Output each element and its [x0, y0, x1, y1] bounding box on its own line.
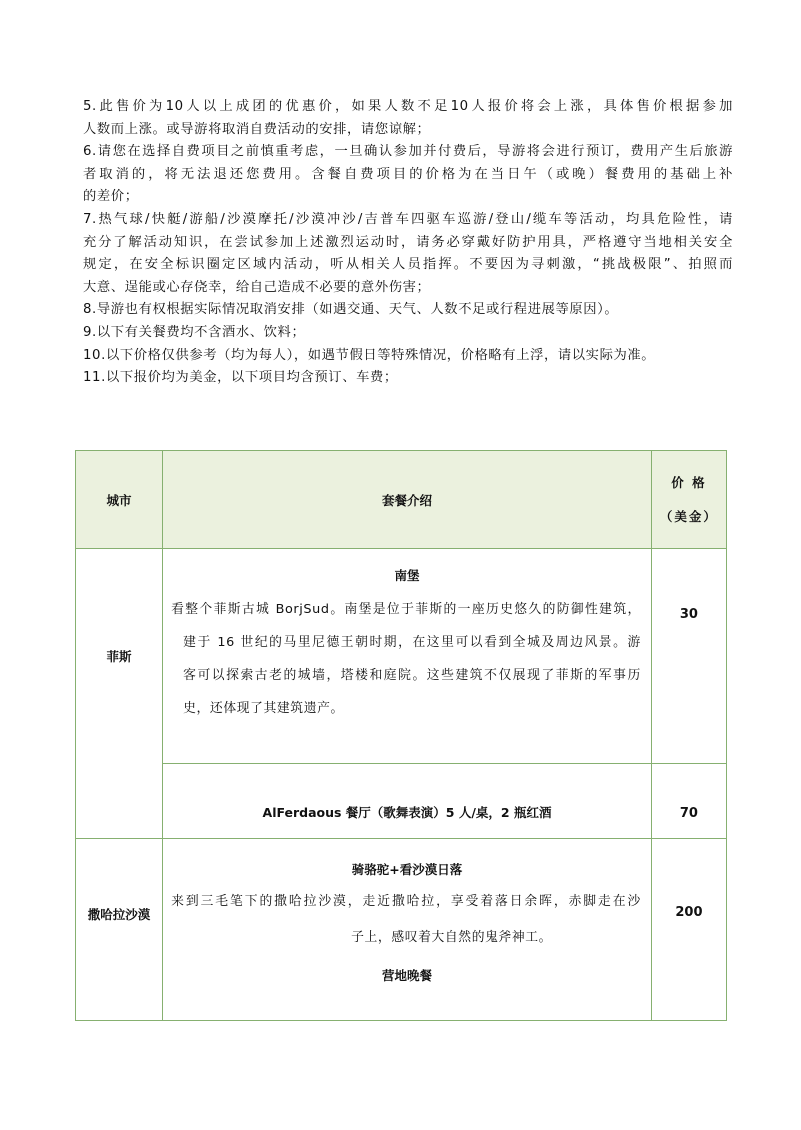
package-nanbao [163, 549, 652, 764]
price-sahara: 200 [651, 839, 726, 1021]
table-row [76, 839, 727, 1021]
note-10: 10.以下价格仅供参考（均为每人），如遇节假日等特殊情况，价格略有上浮，请以实际为准。 [83, 347, 656, 363]
table-row [76, 764, 727, 839]
price-nanbao: 30 [651, 549, 726, 764]
city-sahara: 撒哈拉沙漠 [76, 839, 163, 1021]
price-table [75, 450, 727, 1021]
package-desc-line: 来到三毛笔下的撒哈拉沙漠，走近撒哈拉，享受着落日余晖，赤脚走在沙 [171, 894, 641, 909]
note-7-line-1: 7.热气球/快艇/游船/沙漠摩托/沙漠冲沙/吉普车四驱车巡游/登山/缆车等活动，均具危险性，请 [83, 211, 733, 227]
note-7-line-2: 充分了解活动知识，在尝试参加上述激烈运动时，请务必穿戴好防护用具，严格遵守当地相关安全 [83, 234, 733, 250]
note-9: 9.以下有关餐费均不含酒水、饮料； [83, 324, 306, 340]
city-fes: 菲斯 [76, 549, 163, 839]
table-header-row [76, 451, 727, 549]
header-city: 城市 [76, 451, 163, 549]
package-desc-line: 看整个菲斯古城 BorjSud。南堡是位于菲斯的一座历史悠久的防御性建筑， [171, 602, 641, 617]
package-desc-line: 子上，感叹着大自然的鬼斧神工。 [351, 930, 553, 945]
header-price-unit: （美金） [659, 508, 718, 524]
note-11: 11.以下报价均为美金，以下项目均含预订、车费； [83, 370, 398, 386]
note-8: 8.导游也有权根据实际情况取消安排（如遇交通、天气、人数不足或行程进展等原因）。 [83, 302, 619, 318]
package-desc-line: 客可以探索古老的城墙，塔楼和庭院。这些建筑不仅展现了菲斯的军事历 [183, 668, 641, 683]
package-alferdaous: AlFerdaous 餐厅（歌舞表演）5 人/桌，2 瓶红酒 [163, 764, 652, 839]
price-alferdaous: 70 [651, 764, 726, 839]
note-6-line-2: 者取消的，将无法退还您费用。含餐自费项目的价格为在当日午（或晚）餐费用的基础上补 [83, 166, 733, 182]
note-5-line-2: 人数而上涨。或导游将取消自费活动的安排，请您谅解； [83, 121, 431, 137]
note-6-line-3: 的差价； [83, 189, 139, 205]
notes-section [83, 96, 733, 390]
package-desc-line: 史，还体现了其建筑遗产。 [183, 701, 344, 716]
note-6-line-1: 6.请您在选择自费项目之前慎重考虑，一旦确认参加并付费后，导游将会进行预订，费用产生后旅游 [83, 144, 733, 160]
header-price-label: 价 格 [671, 474, 707, 490]
package-camel-sunset [163, 839, 652, 1021]
package-title: 南堡 [394, 568, 420, 583]
note-7-line-4: 大意、逞能或心存侥幸，给自己造成不必要的意外伤害； [83, 279, 431, 295]
header-price [651, 451, 726, 549]
table-row [76, 549, 727, 764]
package-desc-line: 建于 16 世纪的马里尼德王朝时期，在这里可以看到全城及周边风景。游 [183, 635, 641, 650]
note-7-line-3: 规定，在安全标识圈定区域内活动，听从相关人员指挥。不要因为寻刺激，“挑战极限”、拍照而 [83, 257, 733, 273]
package-title: 骑骆驼+看沙漠日落 [351, 862, 463, 877]
header-desc: 套餐介绍 [163, 451, 652, 549]
note-5-line-1: 5.此售价为10人以上成团的优惠价，如果人数不足10人报价将会上涨，具体售价根据参加 [83, 99, 733, 114]
package-subtitle: 营地晚餐 [381, 968, 432, 983]
